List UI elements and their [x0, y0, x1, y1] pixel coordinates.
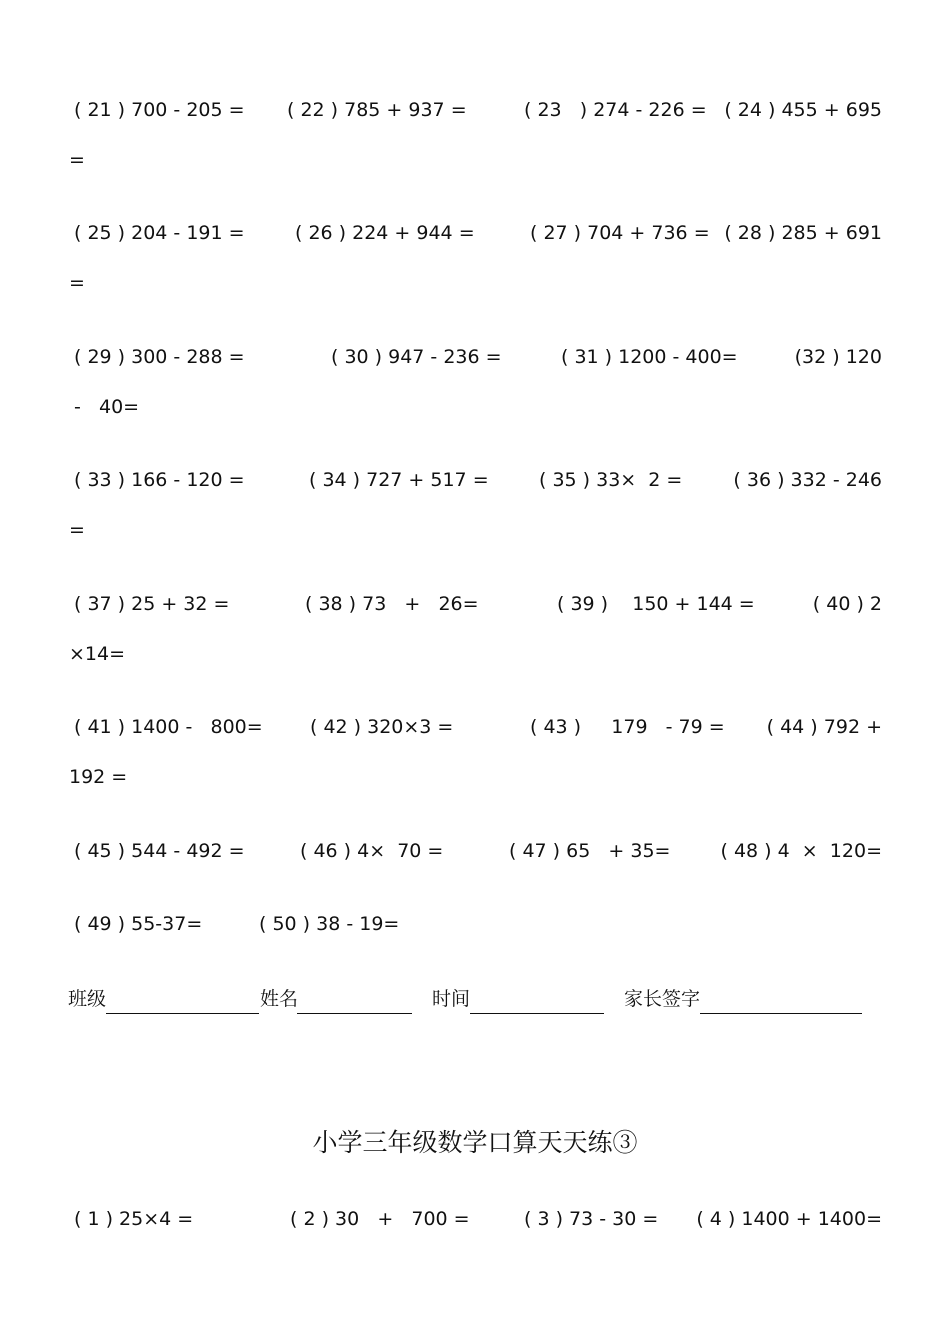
problem-40-wrap: ×14= — [69, 643, 126, 665]
problem-42: ( 42 ) 320×3 = — [310, 716, 454, 738]
problem-26: ( 26 ) 224 + 944 = — [295, 222, 475, 244]
problem-32-wrap: - 40= — [74, 396, 140, 418]
parent-signature-label: 家长签字 — [624, 988, 701, 1010]
problem-49: ( 49 ) 55-37= — [74, 913, 203, 935]
class-blank[interactable] — [106, 1013, 259, 1014]
problem-24-wrap: = — [69, 149, 85, 171]
problem-33: ( 33 ) 166 - 120 = — [74, 469, 245, 491]
problem-32: (32 ) 120 — [794, 346, 882, 368]
problem-35: ( 35 ) 33× 2 = — [539, 469, 683, 491]
problem-21: ( 21 ) 700 - 205 = — [74, 99, 245, 121]
problem-3: ( 3 ) 73 - 30 = — [524, 1208, 659, 1230]
problem-36-wrap: = — [69, 519, 85, 541]
problem-2: ( 2 ) 30 + 700 = — [290, 1208, 470, 1230]
parent-signature-blank[interactable] — [700, 1013, 862, 1014]
problem-50: ( 50 ) 38 - 19= — [259, 913, 400, 935]
problem-41: ( 41 ) 1400 - 800= — [74, 716, 263, 738]
name-blank[interactable] — [297, 1013, 412, 1014]
problem-4: ( 4 ) 1400 + 1400= — [696, 1208, 882, 1230]
problem-31: ( 31 ) 1200 - 400= — [561, 346, 738, 368]
problem-34: ( 34 ) 727 + 517 = — [309, 469, 489, 491]
problem-39: ( 39 ) 150 + 144 = — [557, 593, 755, 615]
time-label: 时间 — [432, 988, 471, 1010]
section-title: 小学三年级数学口算天天练③ — [312, 1128, 638, 1157]
problem-1: ( 1 ) 25×4 = — [74, 1208, 194, 1230]
problem-28: ( 28 ) 285 + 691 — [724, 222, 882, 244]
problem-43: ( 43 ) 179 - 79 = — [530, 716, 725, 738]
problem-28-wrap: = — [69, 272, 85, 294]
problem-44: ( 44 ) 792 + — [766, 716, 882, 738]
problem-37: ( 37 ) 25 + 32 = — [74, 593, 230, 615]
problem-40: ( 40 ) 2 — [812, 593, 882, 615]
problem-24: ( 24 ) 455 + 695 — [724, 99, 882, 121]
problem-22: ( 22 ) 785 + 937 = — [287, 99, 467, 121]
problem-29: ( 29 ) 300 - 288 = — [74, 346, 245, 368]
problem-23: ( 23 ) 274 - 226 = — [524, 99, 707, 121]
problem-27: ( 27 ) 704 + 736 = — [530, 222, 710, 244]
problem-30: ( 30 ) 947 - 236 = — [331, 346, 502, 368]
problem-25: ( 25 ) 204 - 191 = — [74, 222, 245, 244]
problem-46: ( 46 ) 4× 70 = — [300, 840, 444, 862]
time-blank[interactable] — [470, 1013, 604, 1014]
problem-48: ( 48 ) 4 × 120= — [720, 840, 882, 862]
name-label: 姓名 — [260, 988, 299, 1010]
problem-36: ( 36 ) 332 - 246 — [733, 469, 882, 491]
problem-44-wrap: 192 = — [69, 766, 128, 788]
problem-47: ( 47 ) 65 + 35= — [509, 840, 671, 862]
problem-38: ( 38 ) 73 + 26= — [305, 593, 479, 615]
class-label: 班级 — [68, 988, 107, 1010]
problem-45: ( 45 ) 544 - 492 = — [74, 840, 245, 862]
